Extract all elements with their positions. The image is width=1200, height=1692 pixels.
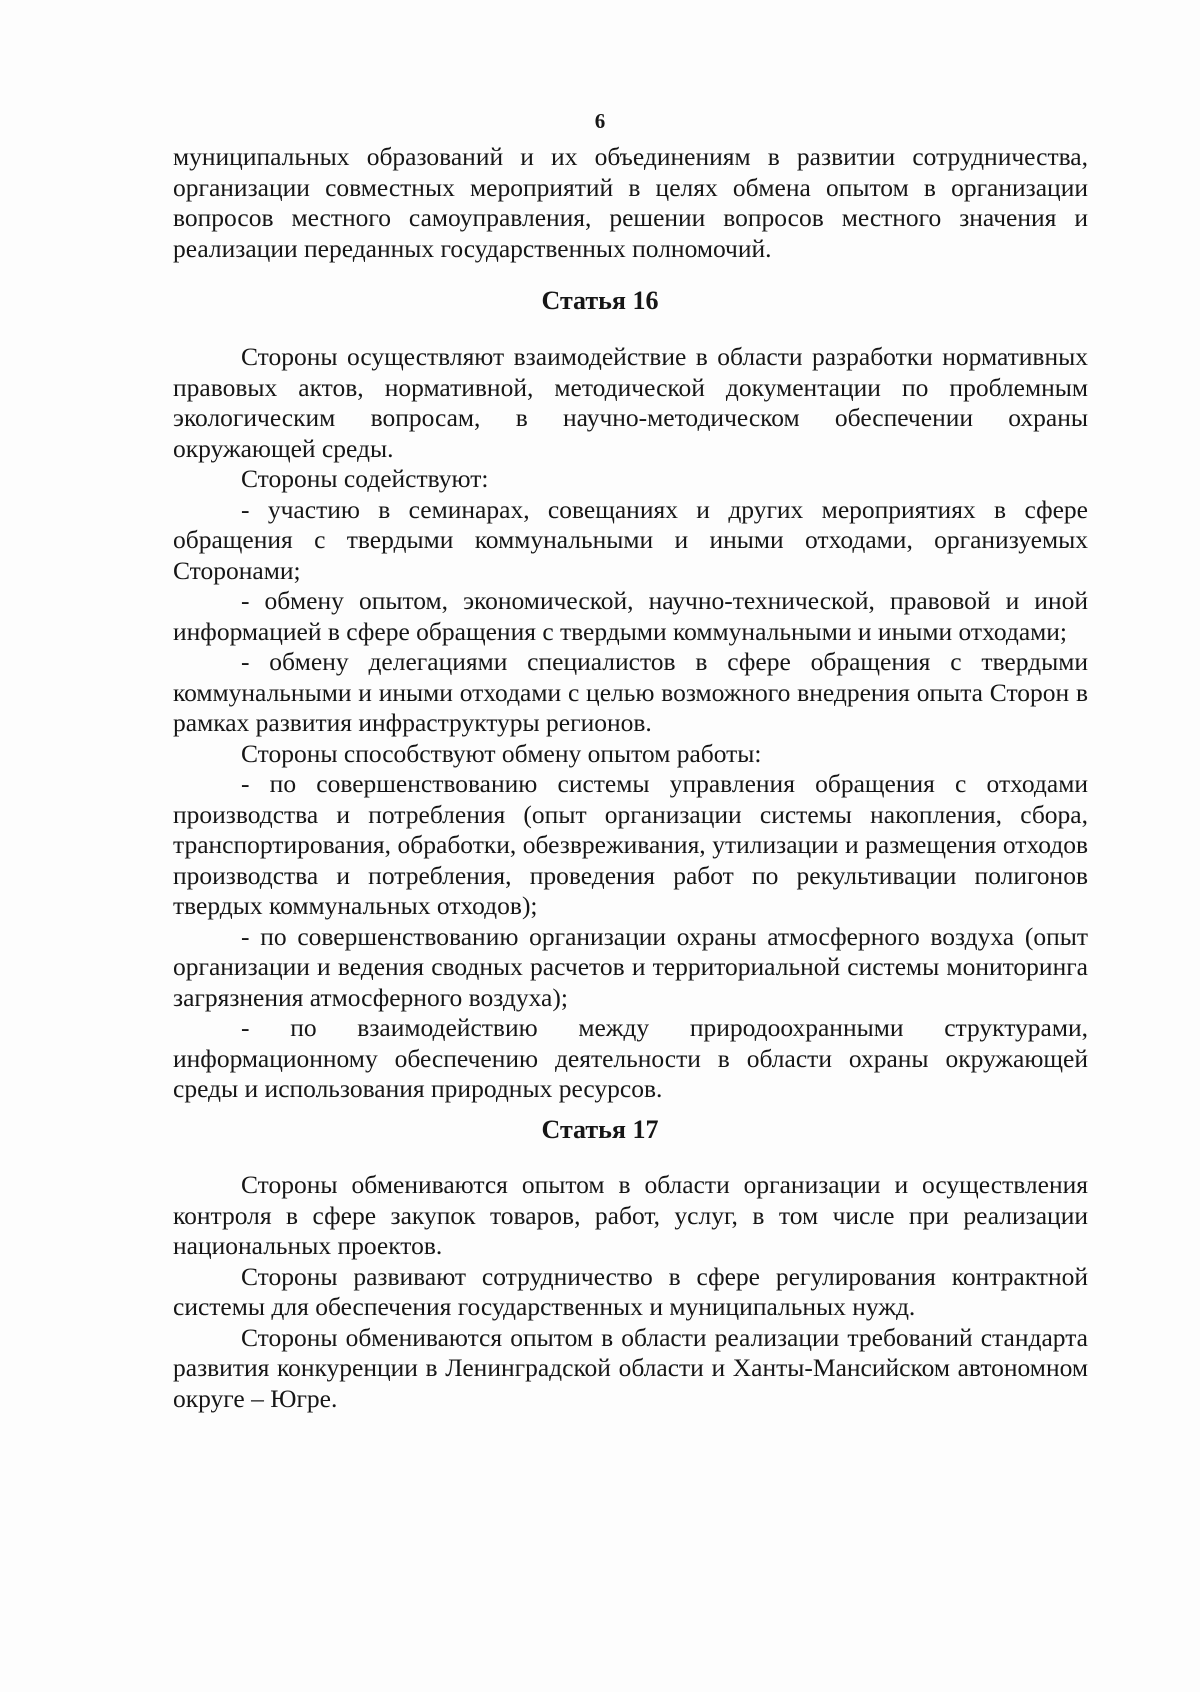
article-17-body	[173, 1170, 1088, 1414]
article-16-heading: Статья 16	[541, 286, 659, 315]
article-16-list-item: - по взаимодействию между природоохранными структурами, информационному обеспечению деятельности в области охраны окружающей среды и использования природных ресурсов.	[173, 1013, 1088, 1103]
article-16-paragraph: Стороны осуществляют взаимодействие в области разработки нормативных правовых актов, нормативной, методической документации по проблемным экологическим вопросам, в научно-методическом обеспечении охраны окружающей среды.	[173, 342, 1088, 463]
intro-block	[173, 142, 1088, 264]
article-16-list-item: - обмену опытом, экономической, научно-технической, правовой и иной информацией в сфере обращения с твердыми коммунальными и иными отходами;	[173, 586, 1088, 646]
article-17-paragraph: Стороны обмениваются опытом в области реализации требований стандарта развития конкуренции в Ленинградской области и Ханты-Мансийском автономном округе – Югре.	[173, 1322, 1088, 1413]
article-16-body	[173, 342, 1088, 1105]
article-17-paragraph: Стороны развивают сотрудничество в сфере регулирования контрактной системы для обеспечения государственных и муниципальных нужд.	[173, 1261, 1088, 1321]
article-17-heading: Статья 17	[541, 1115, 659, 1144]
article-16-list-item: - участию в семинарах, совещаниях и других мероприятиях в сфере обращения с твердыми коммунальными и иными отходами, организуемых Сторонами;	[173, 494, 1088, 585]
article-16-paragraph: Стороны содействуют:	[241, 464, 489, 493]
article-16-paragraph: Стороны способствуют обмену опытом работы:	[241, 738, 762, 768]
page-number: 6	[594, 109, 606, 133]
article-16-list-item: - обмену делегациями специалистов в сфере обращения с твердыми коммунальными и иными отходами с целью возможного внедрения опыта Сторон в рамках развития инфраструктуры регионов.	[173, 647, 1088, 737]
article-17-paragraph: Стороны обмениваются опытом в области организации и осуществления контроля в сфере закупок товаров, работ, услуг, в том числе при реализации национальных проектов.	[173, 1170, 1088, 1260]
article-16-list-item: - по совершенствованию организации охраны атмосферного воздуха (опыт организации и ведения сводных расчетов и территориальной системы мониторинга загрязнения атмосферного воздуха);	[173, 921, 1088, 1012]
article-16-list-item: - по совершенствованию системы управления обращения с отходами производства и потребления (опыт организации системы накопления, сбора, транспортирования, обработки, обезвреживания, утилизации и размещения отходов производства и потребления, проведения работ по рекультивации полигонов твердых коммунальных отходов);	[173, 769, 1088, 920]
intro-paragraph: муниципальных образований и их объединениям в развитии сотрудничества, организации совместных мероприятий в целях обмена опытом в организации вопросов местного самоуправления, решении вопросов местного значения и реализации переданных государственных полномочий.	[173, 142, 1088, 263]
